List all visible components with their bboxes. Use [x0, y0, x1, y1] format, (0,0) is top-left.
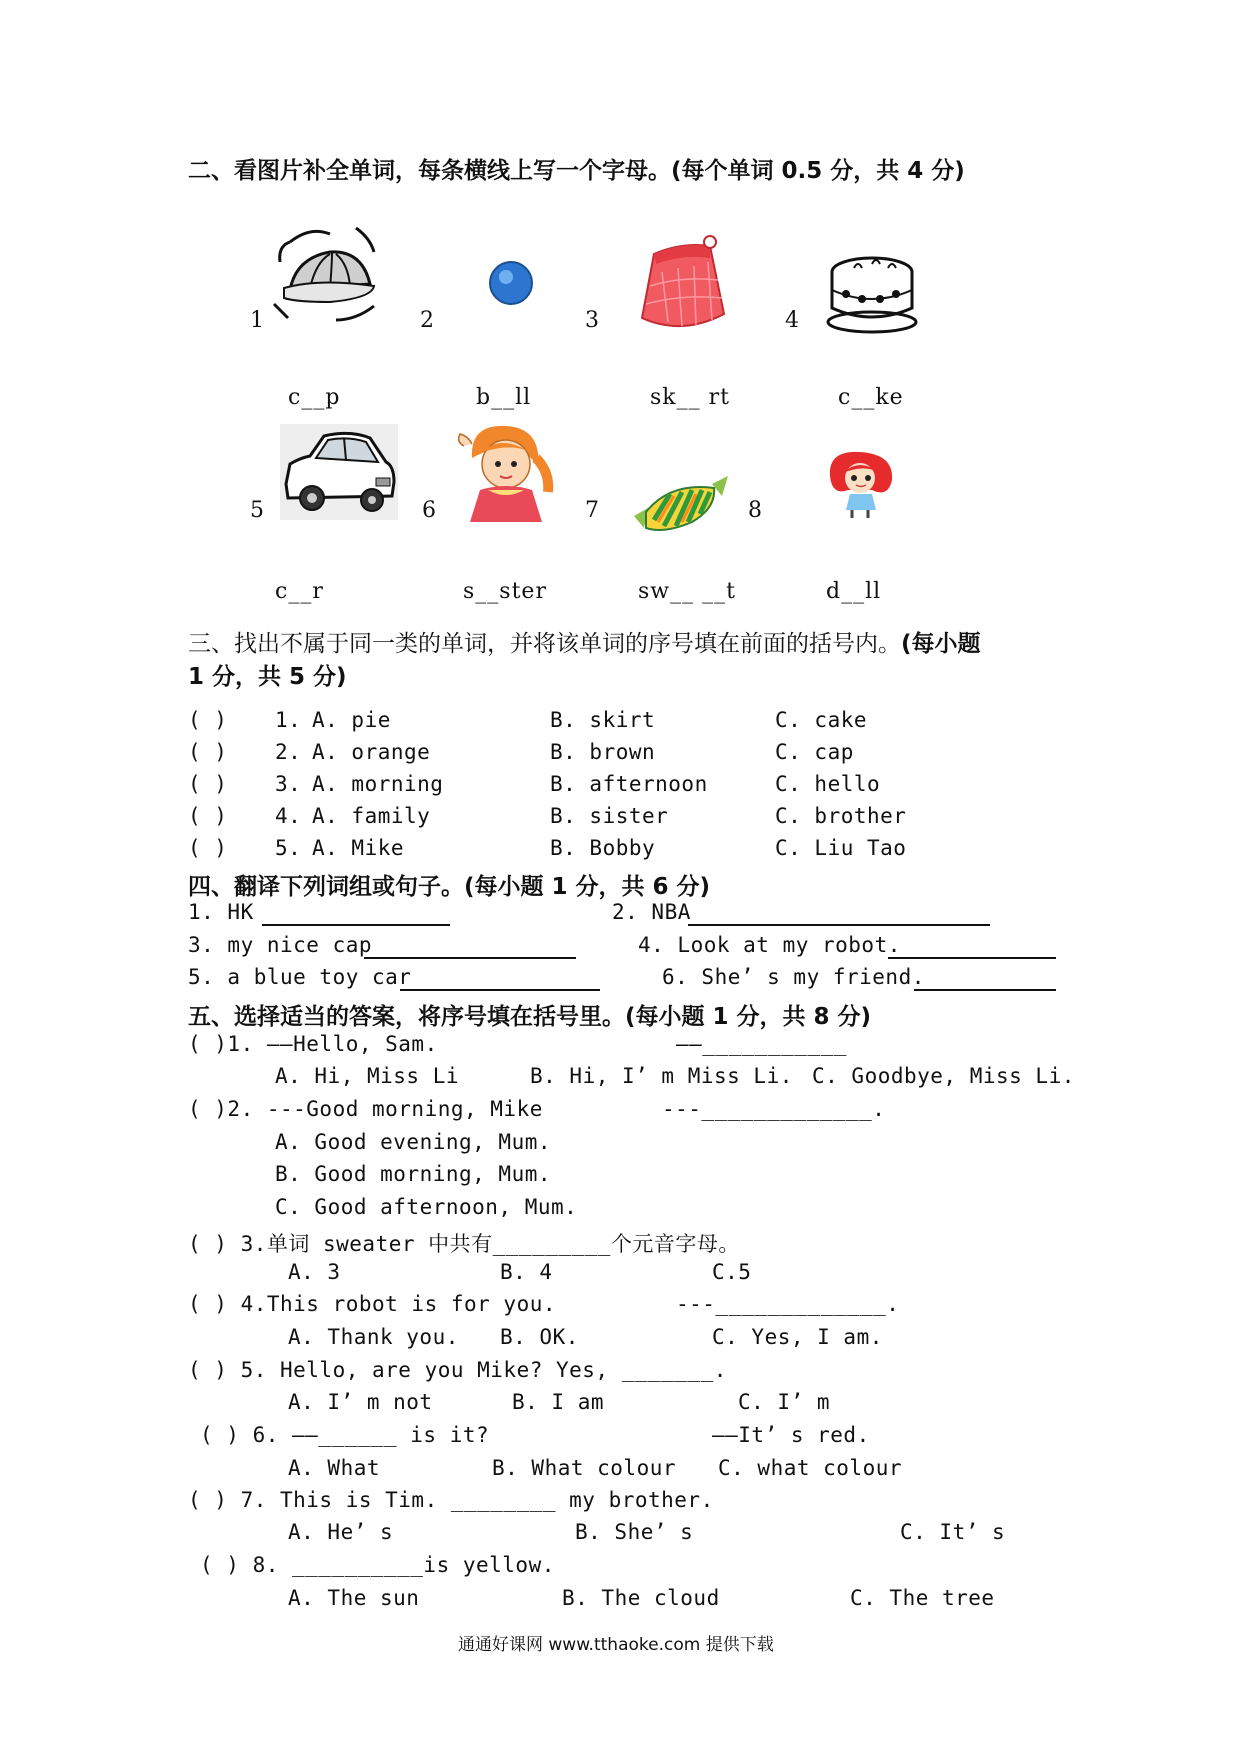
option-c: C. cake — [775, 708, 868, 732]
answer-line[interactable] — [914, 989, 1056, 991]
option-c: C. Yes, I am. — [712, 1325, 883, 1349]
option-a: A. What — [288, 1456, 381, 1480]
answer-line[interactable] — [888, 957, 1056, 959]
answer-line[interactable] — [262, 924, 450, 926]
girl-icon — [450, 422, 554, 522]
question-number: 1. — [275, 708, 302, 732]
option-c: C.5 — [712, 1260, 752, 1284]
answer-paren[interactable]: ( ) — [188, 804, 228, 828]
answer-paren[interactable]: ( ) — [188, 740, 228, 764]
answer-paren[interactable]: ( ) — [188, 708, 228, 732]
question-stem: ( ) 3.单词 sweater 中共有_________个元音字母。 — [188, 1232, 740, 1256]
option-c: C. The tree — [850, 1586, 995, 1610]
option-b: B. Hi, I’ m Miss Li. — [530, 1064, 793, 1088]
item-number: 3 — [585, 308, 599, 333]
option-a: A. I’ m not — [288, 1390, 433, 1414]
answer-paren[interactable]: ( ) — [188, 772, 228, 796]
option-b: B. 4 — [500, 1260, 553, 1284]
answer-line[interactable] — [400, 989, 600, 991]
option-a: A. He’ s — [288, 1520, 394, 1544]
option-a: A. family — [312, 804, 431, 828]
option-a: A. orange — [312, 740, 431, 764]
translate-item: 5. a blue toy car — [188, 965, 412, 989]
item-number: 4 — [785, 308, 799, 333]
option-a: A. The sun — [288, 1586, 420, 1610]
blank-word: c__p — [288, 385, 341, 410]
blank-word: sk__ rt — [650, 385, 730, 410]
option-a: A. Mike — [312, 836, 405, 860]
section-5-title: 五、选择适当的答案，将序号填在括号里。(每小题 1 分，共 8 分) — [188, 1004, 872, 1030]
ball-icon — [488, 260, 534, 306]
option-b: B. Good morning, Mum. — [275, 1162, 552, 1186]
doll-icon — [822, 450, 900, 520]
section-3-title-line1: 三、找出不属于同一类的单词，并将该单词的序号填在前面的括号内。(每小题 — [188, 631, 981, 657]
option-b: B. brown — [550, 740, 656, 764]
translate-item: 1. HK — [188, 900, 254, 924]
option-c: C. Goodbye, Miss Li. — [812, 1064, 1075, 1088]
item-number: 8 — [748, 498, 762, 523]
option-b: B. The cloud — [562, 1586, 720, 1610]
option-a: A. Good evening, Mum. — [275, 1130, 552, 1154]
option-a: A. Hi, Miss Li — [275, 1064, 460, 1088]
skirt-icon — [638, 232, 728, 337]
option-c: C. cap — [775, 740, 854, 764]
question-number: 4. — [275, 804, 302, 828]
option-b: B. I am — [512, 1390, 605, 1414]
blank-word: sw__ __t — [638, 579, 736, 604]
question-reply: ---_____________. — [676, 1292, 900, 1316]
cap-icon — [270, 222, 388, 330]
section-3-title-line2: 1 分，共 5 分) — [188, 664, 347, 690]
option-c: C. what colour — [718, 1456, 903, 1480]
item-number: 1 — [250, 308, 264, 333]
item-number: 7 — [585, 498, 599, 523]
question-number: 2. — [275, 740, 302, 764]
item-number: 6 — [422, 498, 436, 523]
option-b: B. OK. — [500, 1325, 579, 1349]
option-c: C. Liu Tao — [775, 836, 907, 860]
question-stem: ( ) 6. ——______ is it? — [200, 1423, 490, 1447]
question-stem: ( )2. ---Good morning, Mike — [188, 1097, 543, 1121]
car-icon — [280, 424, 398, 520]
section-2-title: 二、看图片补全单词，每条横线上写一个字母。(每个单词 0.5 分，共 4 分) — [188, 158, 965, 184]
blank-word: c__ke — [838, 385, 904, 410]
option-c: C. brother — [775, 804, 907, 828]
blank-word: s__ster — [463, 579, 547, 604]
translate-item: 6. She’ s my friend. — [662, 965, 925, 989]
option-b: B. sister — [550, 804, 669, 828]
option-a: A. 3 — [288, 1260, 341, 1284]
item-number: 5 — [250, 498, 264, 523]
answer-line[interactable] — [688, 924, 990, 926]
question-reply: ——It’ s red. — [712, 1423, 870, 1447]
translate-item: 4. Look at my robot. — [638, 933, 901, 957]
cake-icon — [826, 252, 920, 336]
option-b: B. skirt — [550, 708, 656, 732]
answer-line[interactable] — [364, 957, 576, 959]
question-number: 5. — [275, 836, 302, 860]
item-number: 2 — [420, 308, 434, 333]
question-reply: ——___________ — [676, 1032, 847, 1056]
footer-credit: 通通好课网 www.tthaoke.com 提供下载 — [458, 1635, 774, 1655]
option-b: B. She’ s — [575, 1520, 694, 1544]
question-stem: ( )1. ——Hello, Sam. — [188, 1032, 438, 1056]
option-a: A. morning — [312, 772, 444, 796]
translate-item: 3. my nice cap — [188, 933, 373, 957]
blank-word: b__ll — [476, 385, 532, 410]
question-stem: ( ) 7. This is Tim. ________ my brother. — [188, 1488, 714, 1512]
question-number: 3. — [275, 772, 302, 796]
option-c: C. Good afternoon, Mum. — [275, 1195, 578, 1219]
answer-paren[interactable]: ( ) — [188, 836, 228, 860]
question-reply: ---_____________. — [662, 1097, 886, 1121]
option-c: C. It’ s — [900, 1520, 1006, 1544]
option-b: B. afternoon — [550, 772, 708, 796]
blank-word: d__ll — [826, 579, 882, 604]
option-b: B. Bobby — [550, 836, 656, 860]
sweet-icon — [630, 472, 730, 538]
option-b: B. What colour — [492, 1456, 677, 1480]
option-c: C. I’ m — [738, 1390, 831, 1414]
blank-word: c__r — [275, 579, 324, 604]
option-a: A. pie — [312, 708, 391, 732]
translate-item: 2. NBA — [612, 900, 691, 924]
option-c: C. hello — [775, 772, 881, 796]
question-stem: ( ) 8. __________is yellow. — [200, 1553, 555, 1577]
question-stem: ( ) 4.This robot is for you. — [188, 1292, 557, 1316]
section-4-title: 四、翻译下列词组或句子。(每小题 1 分，共 6 分) — [188, 874, 711, 900]
question-stem: ( ) 5. Hello, are you Mike? Yes, _______. — [188, 1358, 727, 1382]
option-a: A. Thank you. — [288, 1325, 459, 1349]
